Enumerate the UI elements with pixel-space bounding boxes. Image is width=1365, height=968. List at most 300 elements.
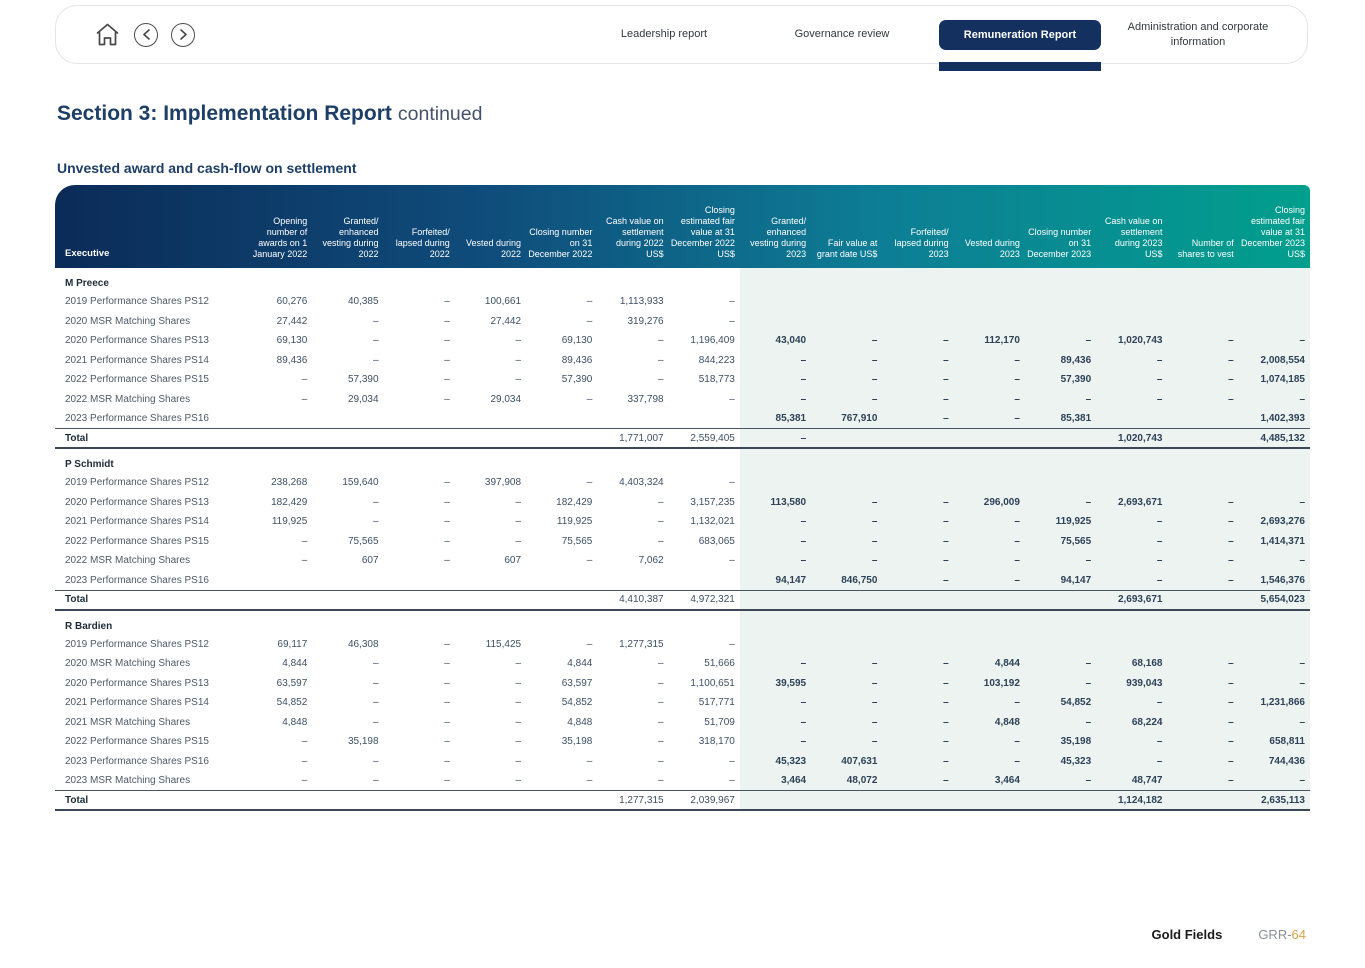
- table-cell: [455, 571, 526, 591]
- column-header: Opening number of awards on 1 January 2022: [252, 216, 308, 260]
- column-header-executive: Executive: [65, 248, 110, 260]
- table-cell: –: [954, 551, 1025, 571]
- row-label-cell: 2022 Performance Shares PS15: [65, 374, 209, 386]
- table-cell: –: [586, 775, 593, 786]
- table-cell: –: [444, 755, 450, 767]
- table-cell: 29,034: [347, 393, 379, 405]
- table-cell: –: [740, 390, 811, 410]
- table-cell: –: [444, 736, 450, 748]
- table-cell: [384, 791, 455, 811]
- spacer-cell: [1167, 268, 1238, 292]
- table-cell: –: [444, 496, 450, 508]
- table-cell: –: [811, 693, 882, 713]
- table-cell: –: [954, 752, 1025, 772]
- table-cell: –: [1167, 532, 1238, 552]
- table-cell: 29,034: [490, 393, 522, 405]
- table-cell: [811, 473, 882, 493]
- table-cell: [1167, 473, 1238, 493]
- table-cell: [740, 590, 811, 610]
- spacer-cell: [1167, 448, 1238, 473]
- report-section-tabs: [567, 6, 1307, 64]
- table-cell: [811, 312, 882, 332]
- table-cell: 89,436: [276, 354, 308, 366]
- table-cell: 2,693,276: [1239, 512, 1310, 532]
- table-cell: –: [301, 535, 308, 547]
- table-cell: –: [740, 732, 811, 752]
- tab-label: Administration and corporate information: [1127, 21, 1269, 48]
- table-cell: –: [740, 512, 811, 532]
- total-row: [55, 791, 1310, 811]
- table-cell: –: [515, 516, 522, 528]
- table-cell: [597, 409, 668, 429]
- table-cell: –: [1096, 512, 1167, 532]
- column-header: Vested during 2022: [466, 238, 522, 260]
- table-cell: 182,429: [556, 496, 593, 508]
- table-cell: 4,848: [282, 716, 308, 728]
- table-cell: –: [729, 638, 735, 650]
- table-cell: –: [1025, 331, 1096, 351]
- spacer-cell: [811, 268, 882, 292]
- table-cell: 57,390: [561, 374, 593, 386]
- table-cell: 69,130: [561, 335, 593, 347]
- table-cell: [312, 791, 383, 811]
- table-cell: –: [1096, 351, 1167, 371]
- table-cell: 3,464: [740, 771, 811, 791]
- table-row: [55, 493, 1310, 513]
- row-label-cell: 2021 Performance Shares PS14: [65, 354, 209, 366]
- table-cell: –: [1239, 331, 1310, 351]
- table-cell: –: [1167, 674, 1238, 694]
- table-cell: [1025, 292, 1096, 312]
- table-cell: 4,403,324: [619, 477, 664, 489]
- table-cell: 182,429: [271, 496, 308, 508]
- table-cell: [811, 429, 882, 449]
- table-cell: [455, 429, 526, 449]
- table-cell: 48,747: [1096, 771, 1167, 791]
- table-cell: –: [586, 315, 593, 327]
- group-header-row: [55, 448, 1310, 473]
- table-cell: [954, 312, 1025, 332]
- active-tab-underline: [939, 62, 1101, 71]
- table-row: [55, 370, 1310, 390]
- table-cell: –: [954, 390, 1025, 410]
- unvested-awards-table: [55, 185, 1310, 811]
- table-cell: 63,597: [561, 677, 593, 689]
- table-cell: –: [954, 532, 1025, 552]
- table-cell: [312, 590, 383, 610]
- table-cell: 2,559,405: [669, 429, 740, 449]
- table-cell: [1025, 635, 1096, 655]
- table-cell: –: [658, 677, 664, 689]
- table-cell: 54,852: [276, 697, 308, 709]
- column-header: Granted/ enhanced vesting during 2022: [322, 216, 379, 260]
- table-cell: [1239, 312, 1310, 332]
- row-label-cell: 2020 MSR Matching Shares: [65, 658, 191, 670]
- table-cell: –: [729, 775, 735, 786]
- page-title: [57, 102, 482, 126]
- table-cell: 1,020,743: [1096, 331, 1167, 351]
- table-cell: –: [882, 390, 953, 410]
- total-row: [55, 429, 1310, 449]
- table-cell: 3,464: [954, 771, 1025, 791]
- column-header: Closing estimated fair value at 31 December 2023 US$: [1240, 205, 1305, 260]
- table-cell: 89,436: [561, 354, 593, 366]
- table-cell: –: [301, 555, 308, 567]
- row-label-cell: 2021 Performance Shares PS14: [65, 516, 209, 528]
- row-label-cell: 2022 Performance Shares PS15: [65, 535, 209, 547]
- spacer-cell: [1096, 610, 1167, 635]
- table-cell: –: [586, 755, 593, 767]
- row-label-cell: 2022 Performance Shares PS15: [65, 736, 209, 748]
- total-label-cell: Total: [55, 791, 241, 811]
- tab-label: Leadership report: [620, 28, 708, 41]
- table-cell: –: [1096, 732, 1167, 752]
- table-cell: 2,008,554: [1239, 351, 1310, 371]
- table-cell: 45,323: [740, 752, 811, 772]
- table-cell: –: [811, 351, 882, 371]
- table-cell: –: [811, 674, 882, 694]
- table-cell: 69,130: [276, 335, 308, 347]
- table-cell: [954, 590, 1025, 610]
- table-cell: 7,062: [638, 555, 664, 567]
- column-header: Closing estimated fair value at 31 December 2022 US$: [670, 205, 735, 260]
- tab-governance-review[interactable]: [761, 6, 923, 64]
- table-cell: –: [658, 697, 664, 709]
- table-cell: 1,074,185: [1239, 370, 1310, 390]
- table-row: [55, 654, 1310, 674]
- table-cell: 112,170: [954, 331, 1025, 351]
- tab-administration-information[interactable]: [1117, 6, 1279, 64]
- table-cell: –: [811, 654, 882, 674]
- table-cell: –: [372, 354, 379, 366]
- column-header: Number of shares to vest: [1177, 238, 1234, 260]
- table-header: [55, 185, 1310, 268]
- table-cell: –: [882, 752, 953, 772]
- table-cell: –: [729, 755, 735, 767]
- table-cell: –: [1167, 351, 1238, 371]
- table-cell: [740, 312, 811, 332]
- table-cell: –: [515, 716, 522, 728]
- table-cell: –: [372, 335, 379, 347]
- tab-leadership-report[interactable]: [583, 6, 745, 64]
- table-cell: [882, 635, 953, 655]
- spacer-cell: [1167, 610, 1238, 635]
- row-label-cell: 2023 MSR Matching Shares: [65, 775, 191, 786]
- table-cell: 4,410,387: [597, 590, 668, 610]
- table-cell: 844,223: [698, 354, 735, 366]
- table-cell: 1,196,409: [690, 335, 735, 347]
- table-cell: –: [515, 535, 522, 547]
- active-tab-pill: Remuneration Report: [939, 20, 1101, 50]
- home-icon[interactable]: [94, 22, 121, 47]
- table-cell: –: [444, 315, 450, 327]
- table-cell: –: [1239, 551, 1310, 571]
- table-cell: 683,065: [698, 535, 735, 547]
- table-cell: –: [740, 351, 811, 371]
- table-cell: [1167, 292, 1238, 312]
- spacer-cell: [1096, 268, 1167, 292]
- table-cell: –: [1096, 532, 1167, 552]
- table-cell: –: [882, 693, 953, 713]
- table-cell: –: [882, 532, 953, 552]
- row-label-cell: 2023 Performance Shares PS16: [65, 574, 209, 586]
- table-cell: –: [515, 335, 522, 347]
- back-circle-icon[interactable]: [134, 23, 158, 47]
- table-cell: 68,224: [1096, 713, 1167, 733]
- row-label-cell: 2022 MSR Matching Shares: [65, 393, 191, 405]
- table-cell: [241, 571, 312, 591]
- table-cell: 48,072: [811, 771, 882, 791]
- table-row: [55, 752, 1310, 772]
- table-cell: –: [444, 716, 450, 728]
- table-cell: 35,198: [1025, 732, 1096, 752]
- table-cell: –: [515, 775, 522, 786]
- table-cell: –: [882, 713, 953, 733]
- page-ref-prefix: GRR-: [1258, 927, 1292, 942]
- unvested-awards-table-wrap: [55, 185, 1310, 811]
- table-cell: 119,925: [1025, 512, 1096, 532]
- table-cell: –: [658, 775, 664, 786]
- row-label-cell: 2023 Performance Shares PS16: [65, 413, 209, 424]
- table-cell: 100,661: [484, 296, 522, 308]
- table-row: [55, 409, 1310, 429]
- table-cell: [1025, 590, 1096, 610]
- table-cell: –: [1167, 693, 1238, 713]
- table-cell: [882, 292, 953, 312]
- row-label-cell: 2020 Performance Shares PS13: [65, 496, 209, 508]
- forward-circle-icon[interactable]: [171, 23, 195, 47]
- table-cell: –: [729, 315, 735, 327]
- page-title-suffix: continued: [397, 103, 483, 125]
- table-cell: [384, 571, 455, 591]
- table-cell: 57,390: [347, 374, 379, 386]
- table-cell: [740, 292, 811, 312]
- spacer-cell: [1025, 610, 1096, 635]
- spacer-cell: [882, 268, 953, 292]
- table-cell: –: [1167, 493, 1238, 513]
- table-cell: –: [882, 370, 953, 390]
- table-cell: –: [740, 693, 811, 713]
- table-cell: 1,113,933: [619, 296, 664, 308]
- table-cell: –: [372, 775, 379, 786]
- table-cell: [811, 292, 882, 312]
- table-row: [55, 512, 1310, 532]
- table-cell: 1,277,315: [619, 638, 664, 650]
- table-cell: –: [811, 512, 882, 532]
- table-cell: –: [882, 331, 953, 351]
- table-cell: –: [882, 351, 953, 371]
- table-cell: –: [372, 496, 379, 508]
- table-cell: –: [1167, 771, 1238, 791]
- table-cell: [526, 590, 597, 610]
- table-cell: [1167, 791, 1238, 811]
- table-cell: –: [882, 732, 953, 752]
- table-cell: 5,654,023: [1239, 590, 1310, 610]
- table-cell: [455, 590, 526, 610]
- table-cell: 2,693,671: [1096, 590, 1167, 610]
- spacer-cell: [882, 610, 953, 635]
- table-row: [55, 292, 1310, 312]
- page-footer: [1152, 927, 1306, 942]
- total-label-cell: Total: [55, 429, 241, 449]
- table-row: [55, 390, 1310, 410]
- table-cell: [241, 791, 312, 811]
- table-row: [55, 473, 1310, 493]
- table-cell: –: [444, 555, 450, 567]
- table-cell: 94,147: [740, 571, 811, 591]
- table-cell: [1025, 473, 1096, 493]
- table-cell: [811, 590, 882, 610]
- table-cell: [882, 473, 953, 493]
- tab-remuneration-report[interactable]: [939, 6, 1101, 64]
- table-cell: [740, 635, 811, 655]
- table-cell: [384, 590, 455, 610]
- table-cell: –: [882, 409, 953, 429]
- group-header-row: [55, 268, 1310, 292]
- table-cell: –: [301, 775, 308, 786]
- table-cell: –: [444, 775, 450, 786]
- table-cell: –: [586, 393, 593, 405]
- table-cell: –: [954, 732, 1025, 752]
- table-cell: –: [1239, 654, 1310, 674]
- table-cell: –: [740, 654, 811, 674]
- table-cell: [882, 429, 953, 449]
- table-cell: –: [444, 296, 450, 308]
- table-cell: –: [811, 532, 882, 552]
- table-cell: [241, 429, 312, 449]
- table-cell: –: [882, 493, 953, 513]
- table-cell: –: [444, 658, 450, 670]
- table-cell: [241, 409, 312, 429]
- table-cell: 85,381: [740, 409, 811, 429]
- table-cell: –: [740, 713, 811, 733]
- table-cell: –: [372, 315, 379, 327]
- column-header: Fair value at grant date US$: [816, 238, 878, 260]
- table-cell: 1,100,651: [690, 677, 735, 689]
- table-cell: –: [515, 658, 522, 670]
- table-cell: –: [811, 390, 882, 410]
- table-cell: –: [372, 755, 379, 767]
- table-cell: 767,910: [811, 409, 882, 429]
- table-cell: –: [444, 393, 450, 405]
- table-row: [55, 713, 1310, 733]
- table-cell: –: [729, 477, 735, 489]
- table-cell: 54,852: [1025, 693, 1096, 713]
- table-cell: –: [444, 516, 450, 528]
- table-cell: –: [1096, 370, 1167, 390]
- table-cell: –: [444, 638, 450, 650]
- table-cell: 68,168: [1096, 654, 1167, 674]
- table-cell: –: [882, 512, 953, 532]
- table-cell: [312, 409, 383, 429]
- page-title-main: Section 3: Implementation Report: [57, 102, 392, 125]
- spacer-cell: [811, 610, 882, 635]
- column-header: Forfeited/ lapsed during 2023: [894, 227, 949, 260]
- row-label-cell: 2020 Performance Shares PS13: [65, 335, 209, 347]
- table-cell: 4,844: [954, 654, 1025, 674]
- page-ref-number: 64: [1291, 927, 1306, 942]
- table-cell: –: [954, 512, 1025, 532]
- row-label-cell: 2019 Performance Shares PS12: [65, 477, 209, 489]
- group-header-cell: P Schmidt: [65, 459, 114, 470]
- table-cell: –: [740, 370, 811, 390]
- table-cell: 3,157,235: [690, 496, 735, 508]
- table-cell: –: [1096, 551, 1167, 571]
- table-cell: –: [1239, 771, 1310, 791]
- table-cell: [954, 429, 1025, 449]
- table-cell: –: [444, 374, 450, 386]
- table-cell: –: [811, 493, 882, 513]
- column-header: Closing number on 31 December 2022: [528, 227, 593, 260]
- column-header: Closing number on 31 December 2023: [1027, 227, 1092, 260]
- table-cell: –: [1239, 493, 1310, 513]
- table-cell: –: [444, 354, 450, 366]
- table-cell: [1167, 429, 1238, 449]
- row-label-cell: 2019 Performance Shares PS12: [65, 296, 209, 308]
- table-cell: 75,565: [561, 535, 593, 547]
- table-cell: 846,750: [811, 571, 882, 591]
- row-label-cell: 2021 MSR Matching Shares: [65, 716, 191, 728]
- table-cell: –: [1167, 713, 1238, 733]
- table-cell: –: [658, 354, 664, 366]
- table-cell: 4,844: [567, 658, 593, 670]
- table-cell: [241, 590, 312, 610]
- table-cell: 744,436: [1239, 752, 1310, 772]
- table-cell: –: [372, 658, 379, 670]
- tab-label: Governance review: [794, 28, 890, 41]
- table-cell: –: [444, 677, 450, 689]
- table-cell: –: [811, 331, 882, 351]
- table-cell: 51,709: [704, 716, 735, 728]
- table-cell: 319,276: [627, 315, 664, 327]
- table-cell: –: [811, 732, 882, 752]
- table-cell: 1,277,315: [597, 791, 668, 811]
- table-cell: –: [444, 697, 450, 709]
- spacer-cell: [1025, 268, 1096, 292]
- table-cell: –: [658, 335, 664, 347]
- table-cell: –: [372, 697, 379, 709]
- table-cell: –: [1096, 571, 1167, 591]
- table-cell: –: [586, 638, 593, 650]
- table-cell: –: [658, 516, 664, 528]
- table-cell: –: [954, 571, 1025, 591]
- table-row: [55, 351, 1310, 371]
- table-cell: 337,798: [627, 393, 664, 405]
- table-cell: –: [1096, 693, 1167, 713]
- table-cell: 4,972,321: [669, 590, 740, 610]
- table-cell: –: [811, 713, 882, 733]
- table-cell: 54,852: [561, 697, 593, 709]
- table-row: [55, 771, 1310, 791]
- table-cell: –: [811, 370, 882, 390]
- table-cell: –: [658, 535, 664, 547]
- table-cell: [526, 409, 597, 429]
- table-cell: –: [1167, 732, 1238, 752]
- row-label-cell: 2023 Performance Shares PS16: [65, 755, 209, 767]
- table-cell: –: [1167, 512, 1238, 532]
- page-reference: [1258, 927, 1306, 942]
- column-header: Cash value on settlement during 2023 US$: [1104, 216, 1163, 260]
- spacer-cell: [954, 268, 1025, 292]
- table-cell: [1239, 473, 1310, 493]
- table-cell: –: [301, 393, 308, 405]
- table-cell: [384, 429, 455, 449]
- table-cell: –: [729, 393, 735, 405]
- table-cell: –: [515, 677, 522, 689]
- table-cell: 4,848: [567, 716, 593, 728]
- table-cell: 63,597: [276, 677, 308, 689]
- table-cell: –: [1096, 752, 1167, 772]
